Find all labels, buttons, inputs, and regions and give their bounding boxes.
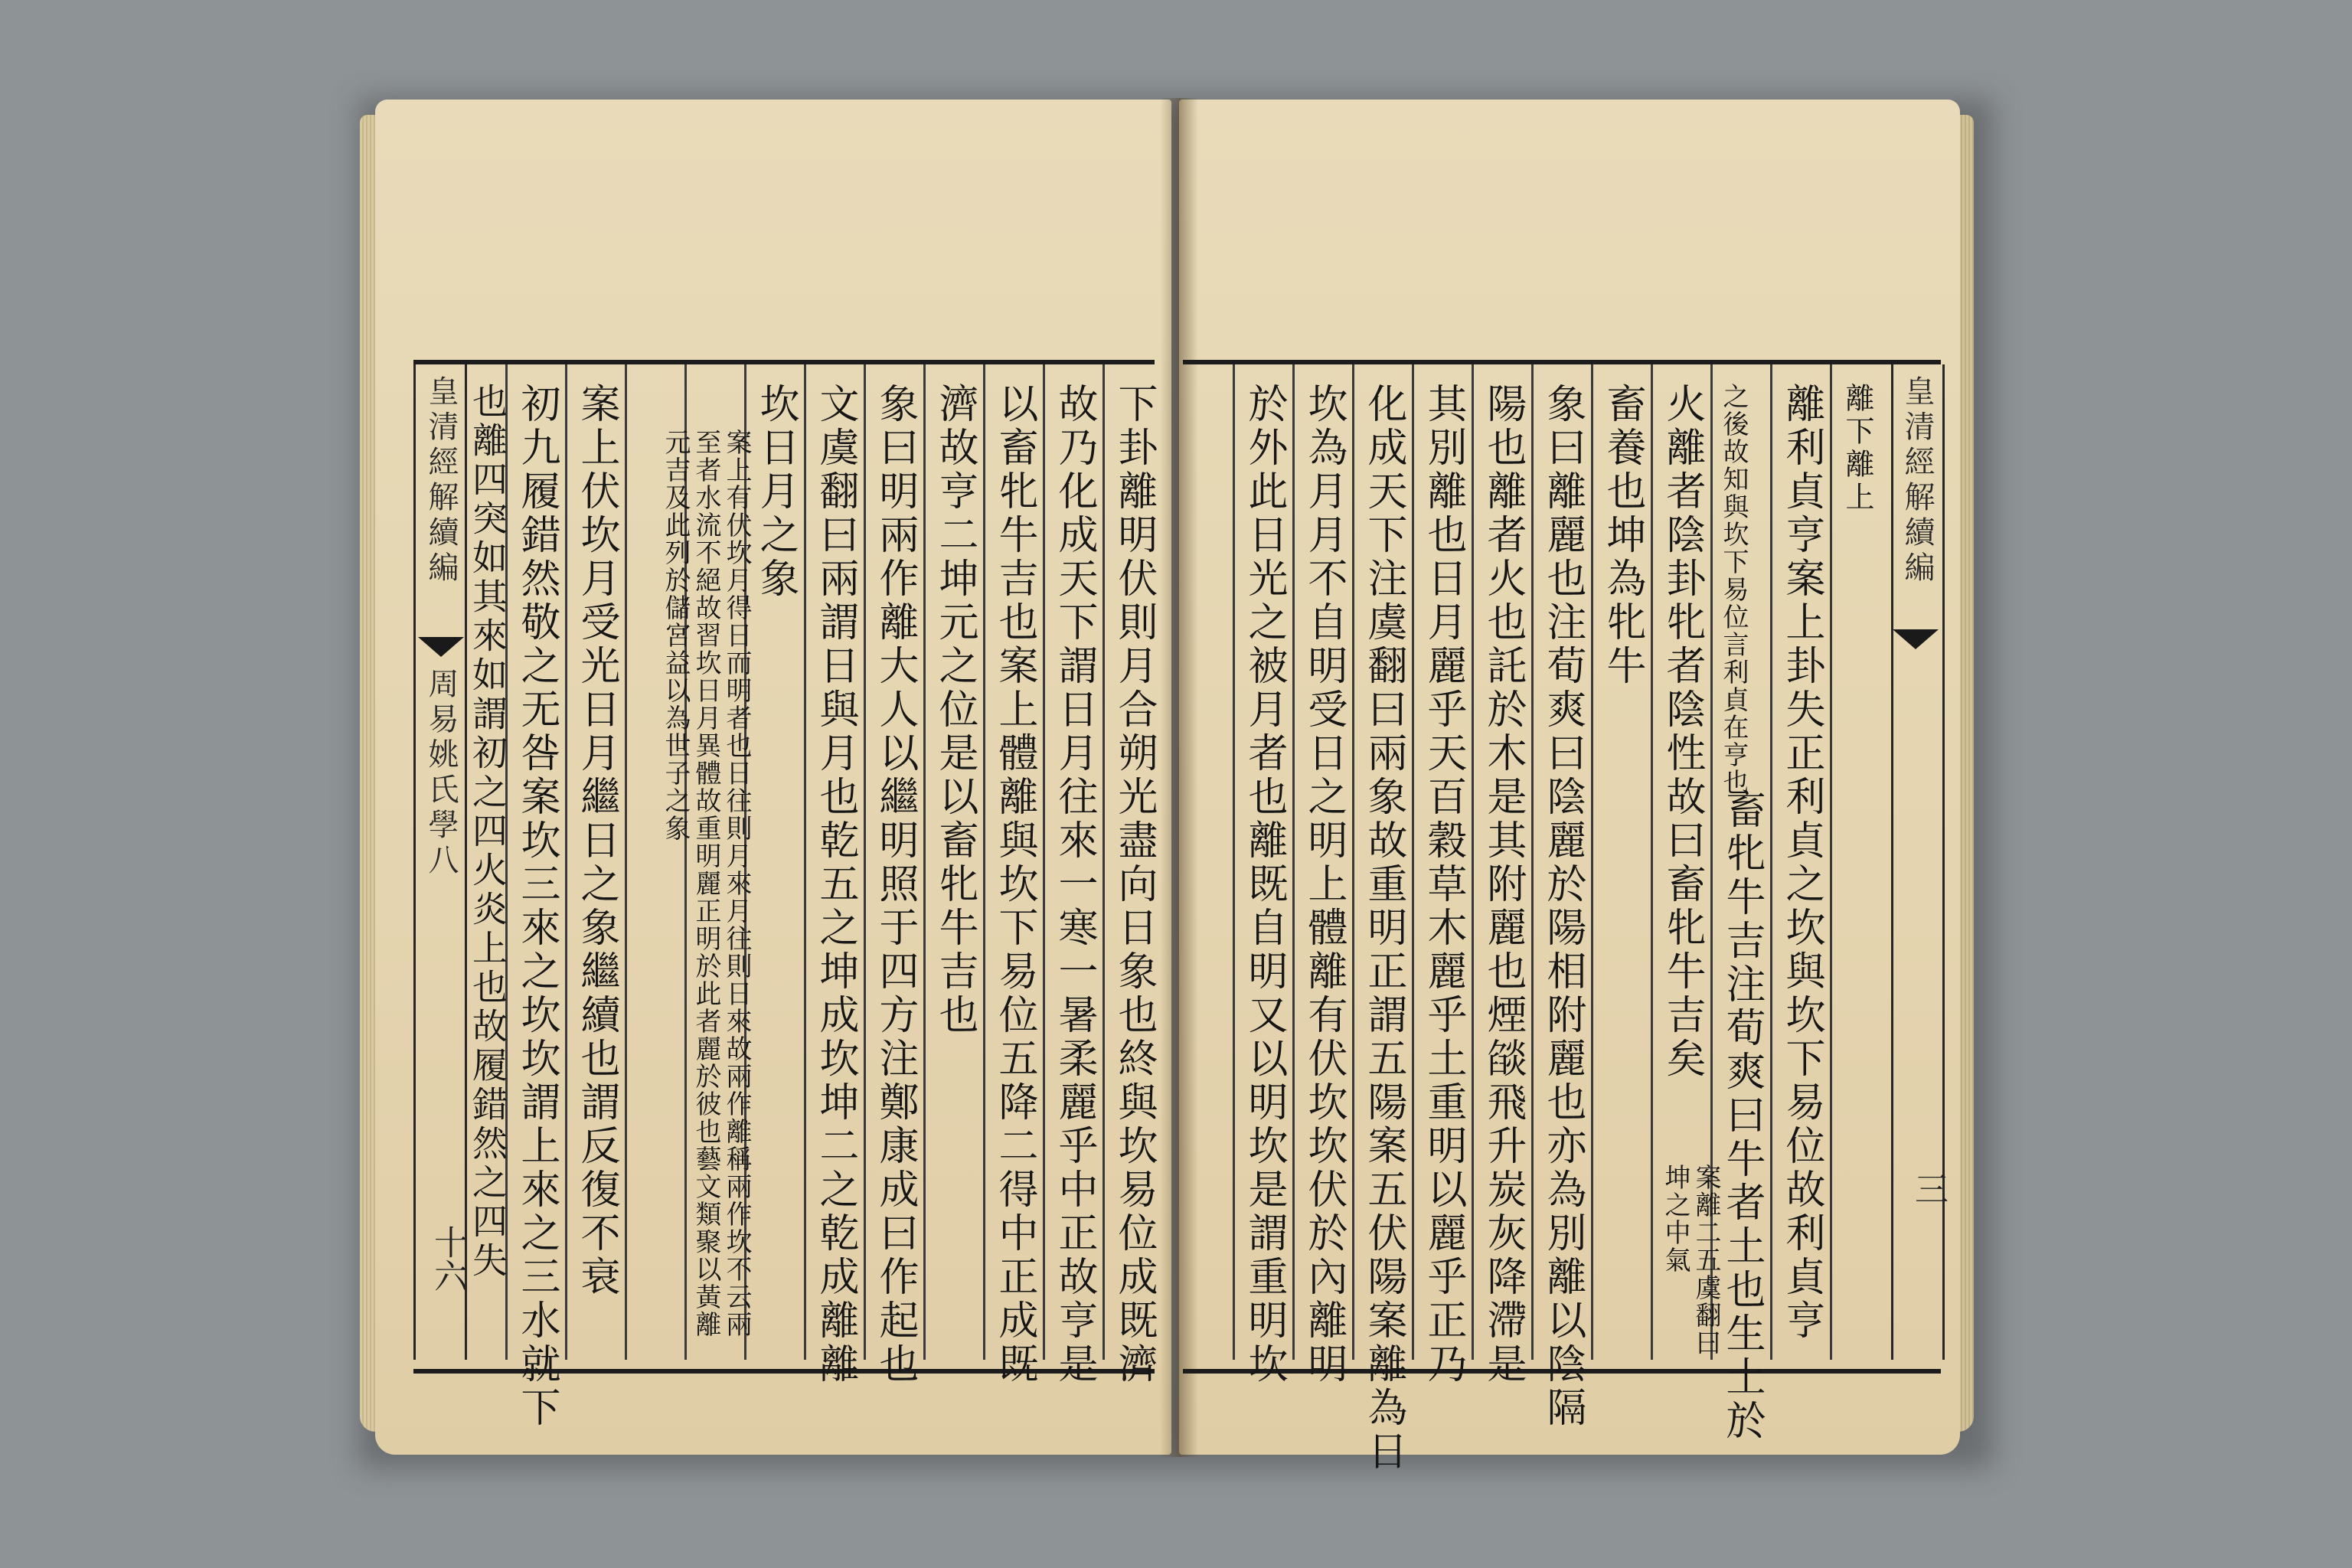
column-rule [1043,364,1045,1360]
left-margin-subtitle: 周易姚氏學八 [423,668,459,879]
column-rule [1233,364,1235,1360]
left-margin-title: 皇清經解續編 [423,375,459,586]
left-col-11: 也離四突如其來如謂初之四火炎上也故履錯然之四失 [467,383,508,1281]
column-rule [1591,364,1593,1360]
right-col-10: 化成天下注虞翻曰兩象故重明正謂五陽案五伏陽案離為日 [1361,383,1406,1474]
left-col-7: 坎日月之象 [753,383,799,601]
column-rule [1472,364,1474,1360]
left-col-1: 下卦離明伏則月合朔光盡向日象也終與坎易位成既濟 [1111,383,1157,1387]
right-col-7: 象曰離麗也注荀爽曰陰麗於陽相附麗也亦為別離以陰隔 [1540,383,1586,1430]
column-rule [1292,364,1295,1360]
right-col-6: 畜養也坤為牝牛 [1599,383,1645,688]
column-rule [864,364,866,1360]
right-col-8: 陽也離者火也託於木是其附麗也煙燄飛升炭灰降滯是 [1480,383,1526,1387]
column-rule [625,364,627,1360]
right-col-3: 畜牝牛吉注荀爽曰牛者土也生土於 [1719,789,1765,1443]
column-rule [1102,364,1105,1360]
column-rule [1830,364,1832,1360]
column-rule [804,364,806,1360]
right-hexagram-label: 離下離上 [1841,383,1874,514]
right-col-11: 坎為月月不自明受日之明上體離有伏坎坎伏於內離明 [1301,383,1347,1387]
fish-tail-mark-left [418,637,464,657]
left-col-5: 象曰明兩作離大人以繼明照于四方注鄭康成曰作起也 [872,383,918,1387]
left-col-6: 文虞翻曰兩謂日與月也乾五之坤成坎坤二之乾成離離 [812,383,858,1387]
column-rule [565,364,567,1360]
left-col-10: 初九履錯然敬之无咎案坎三來之坎坎謂上來之三水就下 [514,383,560,1430]
right-col-1: 離利貞亨案上卦失正利貞之坎與坎下易位故利貞亨 [1779,383,1824,1343]
column-rule [1770,364,1772,1360]
left-col-4: 濟故亨二坤元之位是以畜牝牛吉也 [932,383,978,1037]
left-page-number: 十六 [428,1225,467,1292]
column-rule [923,364,926,1360]
right-col-4: 火離者陰卦牝者陰性故曰畜牝牛吉矣 [1659,383,1705,1081]
right-col-12: 於外此日光之被月者也離既自明又以明坎是謂重明坎 [1241,383,1287,1387]
column-rule [1531,364,1534,1360]
fish-tail-mark-right [1893,629,1939,649]
column-rule [1651,364,1653,1360]
column-rule [983,364,985,1360]
right-margin-title: 皇清經解續編 [1900,375,1935,586]
right-col-5-commentary: 案離二五虞翻曰坤之中氣 [1660,1164,1721,1357]
left-col-9: 案上伏坎月受光日月繼日之象繼續也謂反復不衰 [573,383,619,1299]
left-col-3: 以畜牝牛吉也案上體離與坎下易位五降二得中正成既 [991,383,1037,1387]
right-page-number: 三 [1909,1171,1948,1205]
left-col-2: 故乃化成天下謂日月往來一寒一暑柔麗乎中正故亨是 [1051,383,1097,1387]
column-rule [1412,364,1414,1360]
right-col-2-commentary: 之後故知與坎下易位言利貞在亨也 [1718,383,1749,796]
right-col-9: 其別離也日月麗乎天百穀草木麗乎土重明以麗乎正乃 [1420,383,1466,1387]
column-rule [1352,364,1354,1360]
left-col-8-commentary: 案上有伏坎月得日而明者也日往則月來月往則日來故兩作離稱兩作坎不云兩至者水流不絕故習坎日月異體故重明麗正明於此者麗於彼也藝文類聚以黃離元吉及此列於儲宮益以為世子之象 [660,429,752,1338]
